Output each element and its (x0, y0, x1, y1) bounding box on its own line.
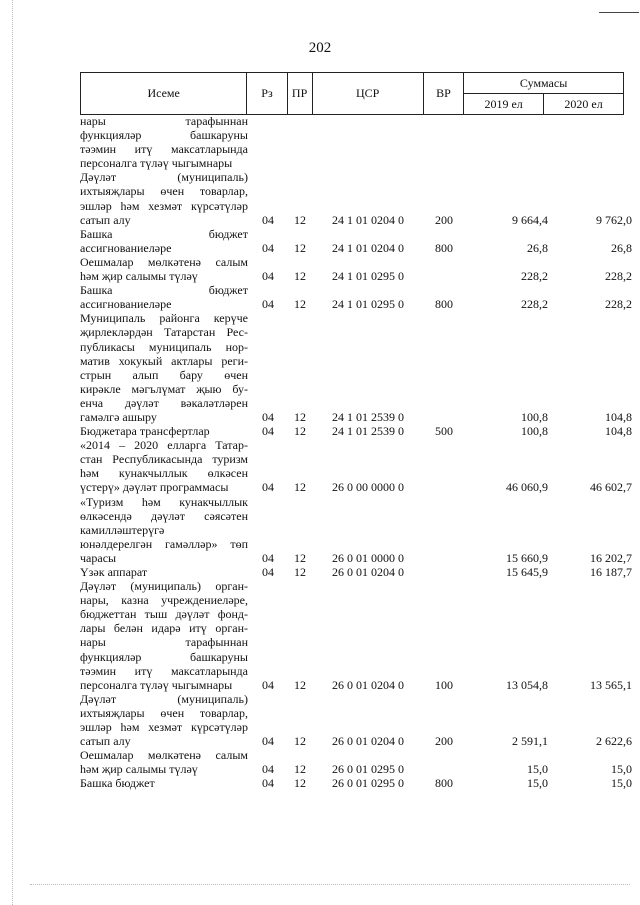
row-pr: 12 (294, 550, 306, 565)
row-sum-2020: 16 187,7 (590, 565, 632, 579)
row-rz: 04 (262, 409, 274, 424)
row-name-line: чарасы (80, 550, 117, 565)
row-name (80, 114, 248, 170)
row-name-line: енча дәүләт вәкаләтләрен (80, 395, 248, 410)
scan-corner-mark (599, 2, 639, 13)
row-pr: 12 (294, 297, 306, 312)
row-rz: 04 (262, 240, 274, 255)
table-body (80, 114, 640, 791)
row-vr: 800 (435, 240, 453, 255)
table-row (80, 311, 640, 424)
row-name-line: ассигнованиеләре (80, 297, 172, 312)
row-name-line: Башка бюджет (80, 226, 248, 241)
row-name-line: нары тарафыннан (80, 635, 248, 650)
row-name-line: Башка бюджет (80, 283, 248, 298)
row-rz: 04 (262, 762, 274, 777)
row-name (80, 776, 248, 790)
row-name-line: үстерү» дәүләт программасы (80, 480, 229, 495)
table-row (80, 283, 640, 311)
row-name (80, 170, 248, 226)
row-vr: 100 (435, 677, 453, 692)
row-sum-2020: 13 565,1 (590, 677, 632, 692)
row-name-line: юнәлдерелгән гамәлләр» төп (80, 536, 248, 551)
row-sum-2019: 13 054,8 (506, 677, 548, 692)
row-sum-2019: 228,2 (521, 269, 548, 284)
row-name-line: һәм җир салымы түләү (80, 269, 198, 284)
row-rz: 04 (262, 269, 274, 284)
row-csr: 24 1 01 0295 0 (332, 269, 404, 284)
row-rz: 04 (262, 776, 274, 791)
row-name-line: сатып алу (80, 734, 131, 749)
table-row (80, 748, 640, 776)
row-csr: 26 0 00 0000 0 (332, 480, 404, 495)
row-sum-2020: 228,2 (605, 297, 632, 312)
row-name (80, 748, 248, 776)
row-csr: 24 1 01 2539 0 (332, 424, 404, 439)
row-rz: 04 (262, 734, 274, 749)
row-pr: 12 (294, 424, 306, 439)
row-name-line: Үзәк аппарат (80, 565, 148, 579)
table-row (80, 692, 640, 748)
row-name-line: нары тарафыннан (80, 114, 248, 128)
row-rz: 04 (262, 297, 274, 312)
row-pr: 12 (294, 269, 306, 284)
row-name-line: лары белән идарә итү орган- (80, 621, 248, 636)
table-row (80, 170, 640, 226)
row-name-line: кирәкле мәгълүмат җыю бу- (80, 381, 248, 396)
table-header (80, 72, 624, 115)
row-vr: 200 (435, 734, 453, 749)
row-pr: 12 (294, 734, 306, 749)
row-pr: 12 (294, 409, 306, 424)
header-name: Исеме (81, 73, 247, 115)
row-sum-2019: 15,0 (527, 762, 548, 777)
row-sum-2020: 104,8 (605, 409, 632, 424)
row-csr: 26 0 01 0204 0 (332, 677, 404, 692)
row-csr: 26 0 01 0204 0 (332, 565, 404, 579)
row-name (80, 579, 248, 692)
row-name-line: сатып алу (80, 212, 131, 227)
header-csr: ЦСР (312, 73, 423, 115)
row-sum-2020: 46 602,7 (590, 480, 632, 495)
row-sum-2019: 9 664,4 (512, 212, 548, 227)
row-rz: 04 (262, 424, 274, 439)
row-name-line: эшләр һәм хезмәт күрсәтүләр (80, 198, 248, 213)
header-pr: ПР (287, 73, 312, 115)
row-name (80, 565, 248, 579)
row-name-line: һәм җир салымы түләү (80, 762, 198, 777)
row-csr: 24 1 01 0204 0 (332, 240, 404, 255)
table-row (80, 495, 640, 565)
row-pr: 12 (294, 762, 306, 777)
scan-margin-line (12, 0, 14, 905)
row-name (80, 255, 248, 283)
header-year-2020: 2020 ел (544, 94, 624, 115)
row-name-line: гамәлгә ашыру (80, 409, 157, 424)
row-name-line: Оешмалар мөлкәтенә салым (80, 254, 248, 269)
row-sum-2019: 15,0 (527, 776, 548, 791)
row-name (80, 495, 248, 565)
row-name-line: стрын алып бару өчен (80, 367, 248, 382)
row-rz: 04 (262, 677, 274, 692)
row-name-line: стан Республикасында туризм (80, 452, 248, 467)
row-name-line: Дәүләт (муниципаль) (80, 170, 248, 185)
row-pr: 12 (294, 240, 306, 255)
row-pr: 12 (294, 565, 306, 579)
table-row (80, 255, 640, 283)
row-name-line: Муниципаль районга керүче (80, 311, 248, 326)
row-sum-2019: 228,2 (521, 297, 548, 312)
row-name (80, 227, 248, 255)
row-sum-2020: 15,0 (611, 762, 632, 777)
row-name-line: камилләштерүгә (80, 522, 165, 537)
table-row (80, 438, 640, 494)
row-sum-2019: 15 645,9 (506, 565, 548, 579)
row-name-line: тәэмин итү максатларында (80, 663, 248, 678)
row-sum-2019: 2 591,1 (512, 734, 548, 749)
row-rz: 04 (262, 480, 274, 495)
header-rz: Рз (247, 73, 287, 115)
row-name-line: персоналга түләү чыгымнары (80, 156, 233, 171)
row-name (80, 438, 248, 494)
row-csr: 26 0 01 0295 0 (332, 762, 404, 777)
row-sum-2019: 100,8 (521, 424, 548, 439)
row-vr: 200 (435, 212, 453, 227)
row-rz: 04 (262, 212, 274, 227)
row-name-line: нары, казна учреждениеләре, (80, 593, 248, 608)
table-row (80, 114, 640, 170)
row-name-line: Бюджетара трансфертлар (80, 424, 210, 439)
row-pr: 12 (294, 212, 306, 227)
row-name (80, 692, 248, 748)
row-name (80, 311, 248, 424)
row-sum-2019: 26,8 (527, 240, 548, 255)
table-row (80, 776, 640, 790)
row-vr: 800 (435, 297, 453, 312)
row-name-line: өлкәсендә дәүләт сәясәтен (80, 508, 248, 523)
row-name-line: Оешмалар мөлкәтенә салым (80, 748, 248, 763)
scan-bottom-noise (30, 884, 630, 886)
row-name-line: матив хокукый актлары реги- (80, 353, 248, 368)
row-name-line: җирлекләрдән Татарстан Рес- (80, 325, 248, 340)
row-pr: 12 (294, 677, 306, 692)
table-row (80, 565, 640, 579)
row-rz: 04 (262, 565, 274, 579)
row-vr: 500 (435, 424, 453, 439)
table-row (80, 579, 640, 692)
row-name-line: бюджеттан тыш дәүләт фонд- (80, 607, 248, 622)
row-sum-2019: 100,8 (521, 409, 548, 424)
table-row (80, 227, 640, 255)
row-name-line: публикасы муниципаль нор- (80, 339, 248, 354)
row-name (80, 283, 248, 311)
row-name-line: Дәүләт (муниципаль) (80, 691, 248, 706)
row-name-line: һәм кунакчыллык өлкәсен (80, 466, 248, 481)
row-sum-2020: 15,0 (611, 776, 632, 791)
row-vr: 800 (435, 776, 453, 791)
row-csr: 26 0 01 0295 0 (332, 776, 404, 791)
row-sum-2020: 228,2 (605, 269, 632, 284)
header-year-2019: 2019 ел (464, 94, 544, 115)
row-pr: 12 (294, 776, 306, 791)
row-name-line: ассигнованиеләре (80, 240, 172, 255)
row-rz: 04 (262, 550, 274, 565)
row-name-line: «Туризм һәм кунакчыллык (80, 494, 248, 509)
table-row (80, 424, 640, 438)
row-sum-2020: 2 622,6 (596, 734, 632, 749)
row-name-line: функцияләр башкаруны (80, 128, 248, 143)
row-name-line: тәэмин итү максатларында (80, 142, 248, 157)
row-csr: 26 0 01 0000 0 (332, 550, 404, 565)
row-csr: 26 0 01 0204 0 (332, 734, 404, 749)
row-csr: 24 1 01 2539 0 (332, 409, 404, 424)
row-pr: 12 (294, 480, 306, 495)
row-name-line: ихтыяҗлары өчен товарлар, (80, 705, 248, 720)
row-csr: 24 1 01 0295 0 (332, 297, 404, 312)
row-name-line: «2014 – 2020 елларга Татар- (80, 438, 248, 453)
row-sum-2020: 26,8 (611, 240, 632, 255)
row-csr: 24 1 01 0204 0 (332, 212, 404, 227)
row-name-line: Башка бюджет (80, 776, 155, 791)
header-sums: Суммасы (464, 73, 624, 94)
row-name-line: ихтыяҗлары өчен товарлар, (80, 184, 248, 199)
row-name-line: Дәүләт (муниципаль) орган- (80, 579, 248, 594)
row-name-line: эшләр һәм хезмәт күрсәтүләр (80, 720, 248, 735)
row-sum-2020: 104,8 (605, 424, 632, 439)
row-sum-2019: 46 060,9 (506, 480, 548, 495)
row-name-line: функцияләр башкаруны (80, 649, 248, 664)
header-vr: ВР (423, 73, 463, 115)
page-number: 202 (308, 40, 332, 56)
row-sum-2019: 15 660,9 (506, 550, 548, 565)
row-name (80, 424, 248, 438)
row-sum-2020: 16 202,7 (590, 550, 632, 565)
row-sum-2020: 9 762,0 (596, 212, 632, 227)
row-name-line: персоналга түләү чыгымнары (80, 677, 233, 692)
